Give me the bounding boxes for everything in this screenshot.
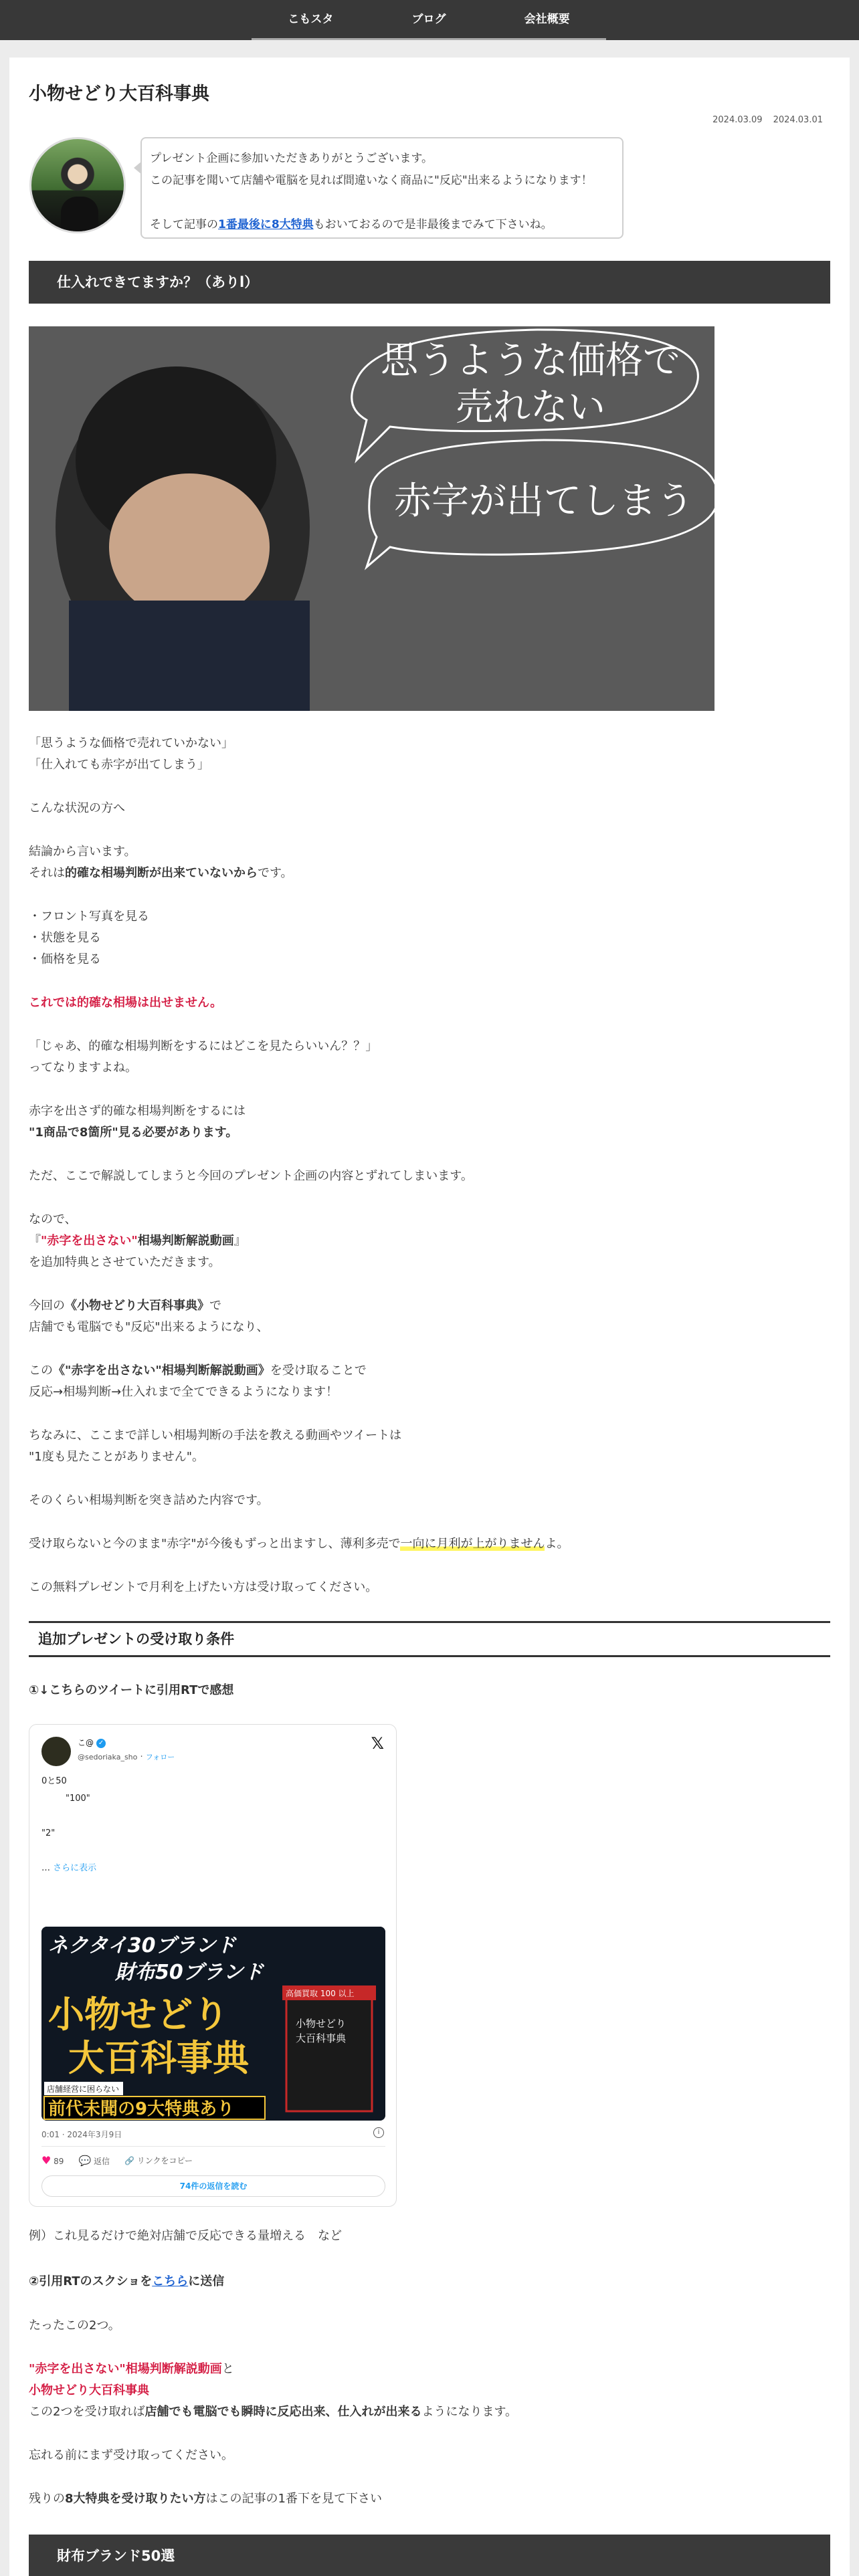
hero-bubble-text-1: 思うような価格で [381, 339, 680, 383]
published-date: 2024.03.01 [773, 115, 823, 125]
paragraph: それは的確な相場判断が出来ていないからです。 [29, 866, 293, 880]
author-speech-balloon [140, 137, 624, 239]
nav-item-komosuta[interactable]: こもスタ [252, 0, 370, 40]
read-replies-button[interactable]: 74件の返信を読む [41, 2175, 385, 2197]
updated-date: 2024.03.09 [712, 115, 763, 125]
paragraph: ・フロント写真を見る [29, 909, 149, 924]
link-icon: 🔗 [124, 2156, 134, 2165]
info-icon[interactable]: i [373, 2127, 384, 2138]
tweet-image[interactable] [41, 1927, 385, 2121]
tweet-author-name[interactable]: こ@ ✓ [78, 1737, 106, 1748]
image-text-line: 高価買取 100 以上 [286, 1989, 355, 1998]
tweet-author-handle[interactable]: @sedoriaka_sho · フォロー [78, 1752, 175, 1762]
paragraph: 残りの8大特典を受け取りたい方はこの記事の1番下を見て下さい [29, 2492, 382, 2506]
hero-image [29, 326, 714, 711]
nav-item-blog[interactable]: ブログ [370, 0, 488, 40]
paragraph: この《"赤字を出さない"相場判断解説動画》を受け取ることで [29, 1364, 367, 1378]
paragraph: こんな状況の方へ [29, 801, 125, 815]
highlighted-text: 一向に月利が上がりません [400, 1537, 545, 1551]
example-text: 例）これ見るだけで絶対店舗で反応できる量増える など [29, 2229, 342, 2243]
image-text-line: 財布50ブランド [115, 1961, 264, 1984]
article-dates [712, 115, 823, 125]
paragraph: この2つを受け取れば店舗でも電脳でも瞬時に反応出来、仕入れが出来るようになります。 [29, 2405, 518, 2419]
paragraph: 今回の《小物せどり大百科事典》で [29, 1299, 221, 1313]
step-1-label: ①↓こちらのツイートに引用RTで感想 [29, 1683, 234, 1697]
paragraph: を追加特典とさせていただきます。 [29, 1255, 221, 1269]
paragraph: "赤字を出さない"相場判断解説動画と [29, 2362, 234, 2376]
nav-menu [252, 0, 606, 40]
verified-badge-icon: ✓ [96, 1739, 106, 1748]
image-text-line: 大百科事典 [296, 2032, 347, 2044]
section-heading: 仕入れできてますか？（ありl） [29, 261, 830, 304]
show-more-link[interactable]: さらに表示 [53, 1863, 97, 1873]
image-text-line: ネクタイ30ブランド [48, 1934, 236, 1957]
here-link[interactable]: こちら [152, 2274, 189, 2288]
tweet-actions [41, 2154, 193, 2167]
speech-line: プレゼント企画に参加いただきありがとうございます。 [150, 152, 433, 165]
reply-bubble-icon: 💬 [78, 2154, 92, 2167]
paragraph: この無料プレゼントで月利を上げたい方は受け取ってください。 [29, 1580, 378, 1594]
image-text-line: 大百科事典 [68, 2037, 249, 2079]
follow-link[interactable]: フォロー [145, 1753, 175, 1761]
section-heading: 財布ブランド50選 [29, 2535, 830, 2576]
embedded-tweet[interactable] [29, 1724, 397, 2207]
paragraph: 反応→相場判断→仕入れまで全てできるようになります！ [29, 1385, 339, 1399]
paragraph: ただ、ここで解説してしまうと今回のプレゼント企画の内容とずれてしまいます。 [29, 1169, 473, 1183]
hero-bubble-text-2: 売れない [456, 386, 605, 429]
paragraph: ちなみに、ここまで詳しい相場判断の手法を教える動画やツイートは [29, 1428, 402, 1442]
paragraph: ・状態を見る [29, 931, 101, 945]
paragraph: 『"赤字を出さない"相場判断解説動画』 [29, 1234, 246, 1248]
article-title: 小物せどり大百科事典 [29, 84, 209, 104]
paragraph: 結論から言います。 [29, 845, 136, 859]
paragraph: ・価格を見る [29, 952, 101, 966]
speech-line: この記事を聞いて店舗や電脳を見れば間違いなく商品に"反応"出来るようになります！ [150, 174, 593, 187]
paragraph: 店舗でも電脳でも"反応"出来るようになり、 [29, 1320, 269, 1334]
heart-icon: ♥ [41, 2154, 52, 2167]
paragraph: そのくらい相場判断を突き詰めた内容です。 [29, 1493, 269, 1507]
like-button[interactable]: ♥ 89 [41, 2154, 64, 2167]
paragraph: 忘れる前にまず受け取ってください。 [29, 2448, 233, 2462]
paragraph: たったこの2つ。 [29, 2319, 120, 2333]
subsection-heading: 追加プレゼントの受け取り条件 [29, 1621, 830, 1657]
x-logo-icon[interactable]: 𝕏 [371, 1734, 384, 1753]
image-text-line: 店舗経営に困らない [47, 2084, 120, 2094]
tweet-text: 0と50 "100" "2" … さらに表示 [41, 1776, 97, 1873]
tweet-avatar[interactable] [41, 1737, 71, 1766]
paragraph: 「仕入れても赤字が出てしまう」 [29, 758, 209, 772]
paragraph: "1度も見たことがありません"。 [29, 1450, 205, 1464]
reply-button[interactable]: 💬 返信 [78, 2154, 110, 2167]
paragraph: これでは的確な相場は出せません。 [29, 996, 223, 1010]
paragraph: 「思うような価格で売れていかない」 [29, 736, 233, 750]
paragraph: 「じゃあ、的確な相場判断をするにはどこを見たらいいん？？」 [29, 1039, 378, 1053]
image-text-line: 前代未聞の9大特典あり [48, 2099, 235, 2119]
copy-link-button[interactable]: 🔗 リンクをコピー [124, 2156, 193, 2165]
paragraph: 受け取らないと今のまま"赤字"が今後もずっと出ますし、薄利多売で一向に月利が上がりませんよ。 [29, 1537, 569, 1551]
tweet-timestamp[interactable]: 0:01 · 2024年3月9日 [41, 2130, 122, 2139]
bonus-anchor-link[interactable]: 1番最後に8大特典 [218, 218, 314, 231]
author-avatar [29, 137, 126, 233]
top-navigation-bar [0, 0, 859, 40]
step-2-label: ②引用RTのスクショをこちらに送信 [29, 2274, 225, 2288]
paragraph: ってなりますよね。 [29, 1061, 137, 1075]
nav-item-company[interactable]: 会社概要 [488, 0, 606, 40]
paragraph: なので、 [29, 1212, 77, 1226]
paragraph: 赤字を出さず的確な相場判断をするには [29, 1104, 246, 1118]
image-text-line: 小物せどり [48, 1994, 229, 2036]
image-text-line: 小物せどり [296, 2018, 347, 2030]
paragraph: "1商品で8箇所"見る必要があります。 [29, 1125, 238, 1140]
speech-line: そして記事の1番最後に8大特典もおいておるので是非最後までみて下さいね。 [150, 218, 553, 231]
hero-bubble-text-3: 赤字が出てしまう [394, 479, 694, 523]
paragraph: 小物せどり大百科事典 [29, 2383, 149, 2397]
